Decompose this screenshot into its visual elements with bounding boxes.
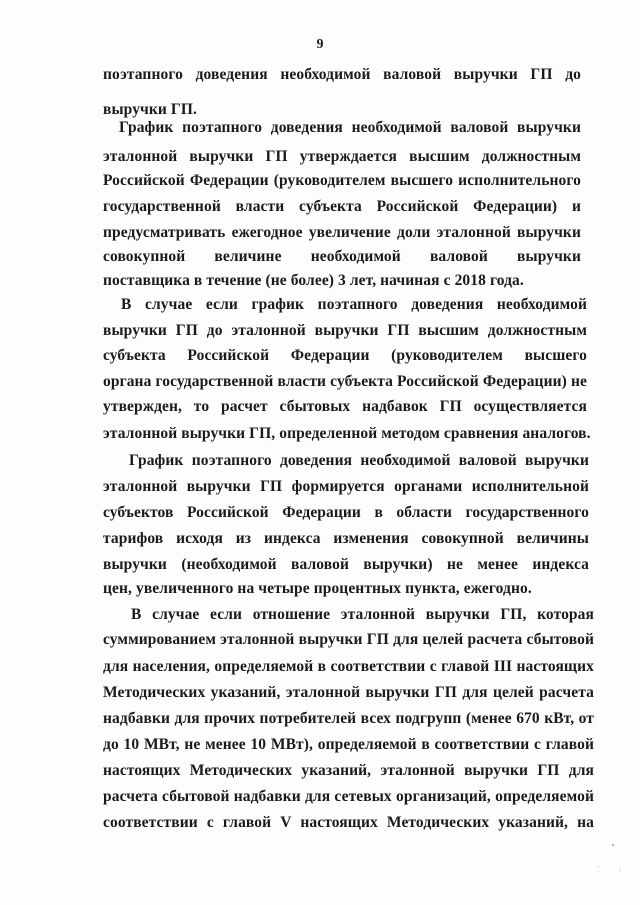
paragraph-3-line-5: утвержден, то расчет сбытовых надбавок ГП осуществляется xyxy=(103,398,587,415)
paragraph-5-line-1: В случае если отношение эталонной выручки ГП, которая xyxy=(131,606,594,623)
paragraph-3-line-3: субъекта Российской Федерации (руководителем высшего xyxy=(103,347,587,364)
paragraph-2-line-2: эталонной выручки ГП утверждается высшим должностным xyxy=(103,148,581,165)
paragraph-2-line-3: Российской Федерации (руководителем высшего исполнительного xyxy=(103,172,581,189)
paragraph-3-line-1: В случае если график поэтапного доведения необходимой xyxy=(121,296,587,313)
paragraph-4-line-2: эталонной выручки ГП формируется органами исполнительной xyxy=(103,478,589,495)
paragraph-2-line-7: поставщика в течение (не более) 3 лет, начиная с 2018 года. xyxy=(103,272,524,289)
paragraph-2-line-1: График поэтапного доведения необходимой валовой выручки xyxy=(119,119,581,136)
scan-speck xyxy=(612,844,614,846)
paragraph-2-line-4: государственной власти субъекта Российской Федерации) и xyxy=(103,198,581,215)
paragraph-3-line-2: выручки ГП до эталонной выручки ГП высшим должностным xyxy=(103,322,587,339)
paragraph-5-line-8: расчета сбытовой надбавки для сетевых организаций, определяемой xyxy=(103,788,594,805)
paragraph-5-line-5: надбавки для прочих потребителей всех подгрупп (менее 670 кВт, от xyxy=(103,710,594,727)
paragraph-2-line-5: предусматривать ежегодное увеличение доли эталонной выручки xyxy=(103,224,581,241)
paragraph-1-line-2: выручки ГП. xyxy=(103,101,198,118)
paragraph-4-line-5: выручки (необходимой валовой выручки) не менее индекса xyxy=(103,556,589,573)
paragraph-5-line-9: соответствии с главой V настоящих Методических указаний, на xyxy=(103,814,594,831)
paragraph-2-line-6: совокупной величине необходимой валовой выручки xyxy=(103,248,581,265)
paragraph-5-line-2: суммированием эталонной выручки ГП для целей расчета сбытовой xyxy=(103,631,594,648)
paragraph-5-line-3: для населения, определяемой в соответствии с главой III настоящих xyxy=(103,658,594,675)
paragraph-5-line-4: Методических указаний, эталонной выручки ГП для целей расчета xyxy=(103,684,594,701)
paragraph-5-line-6: до 10 МВт, не менее 10 МВт), определяемой в соответствии с главой xyxy=(103,736,594,753)
paragraph-3-line-6: эталонной выручки ГП, определенной методом сравнения аналогов. xyxy=(103,425,591,442)
paragraph-1-line-1: поэтапного доведения необходимой валовой выручки ГП до xyxy=(103,66,581,83)
paragraph-3-line-4: органа государственной власти субъекта Российской Федерации) не xyxy=(103,373,587,390)
paragraph-4-line-1: График поэтапного доведения необходимой валовой выручки xyxy=(129,452,589,469)
paragraph-5-line-7: настоящих Методических указаний, эталонной выручки ГП для xyxy=(103,762,594,779)
scan-speck xyxy=(620,870,621,871)
scan-speck xyxy=(598,866,599,867)
page-number: 9 xyxy=(316,37,324,52)
paragraph-4-line-3: субъектов Российской Федерации в области государственного xyxy=(103,504,589,521)
paragraph-4-line-4: тарифов исходя из индекса изменения совокупной величины xyxy=(103,530,589,547)
paragraph-4-line-6: цен, увеличенного на четыре процентных пункта, ежегодно. xyxy=(103,580,532,597)
